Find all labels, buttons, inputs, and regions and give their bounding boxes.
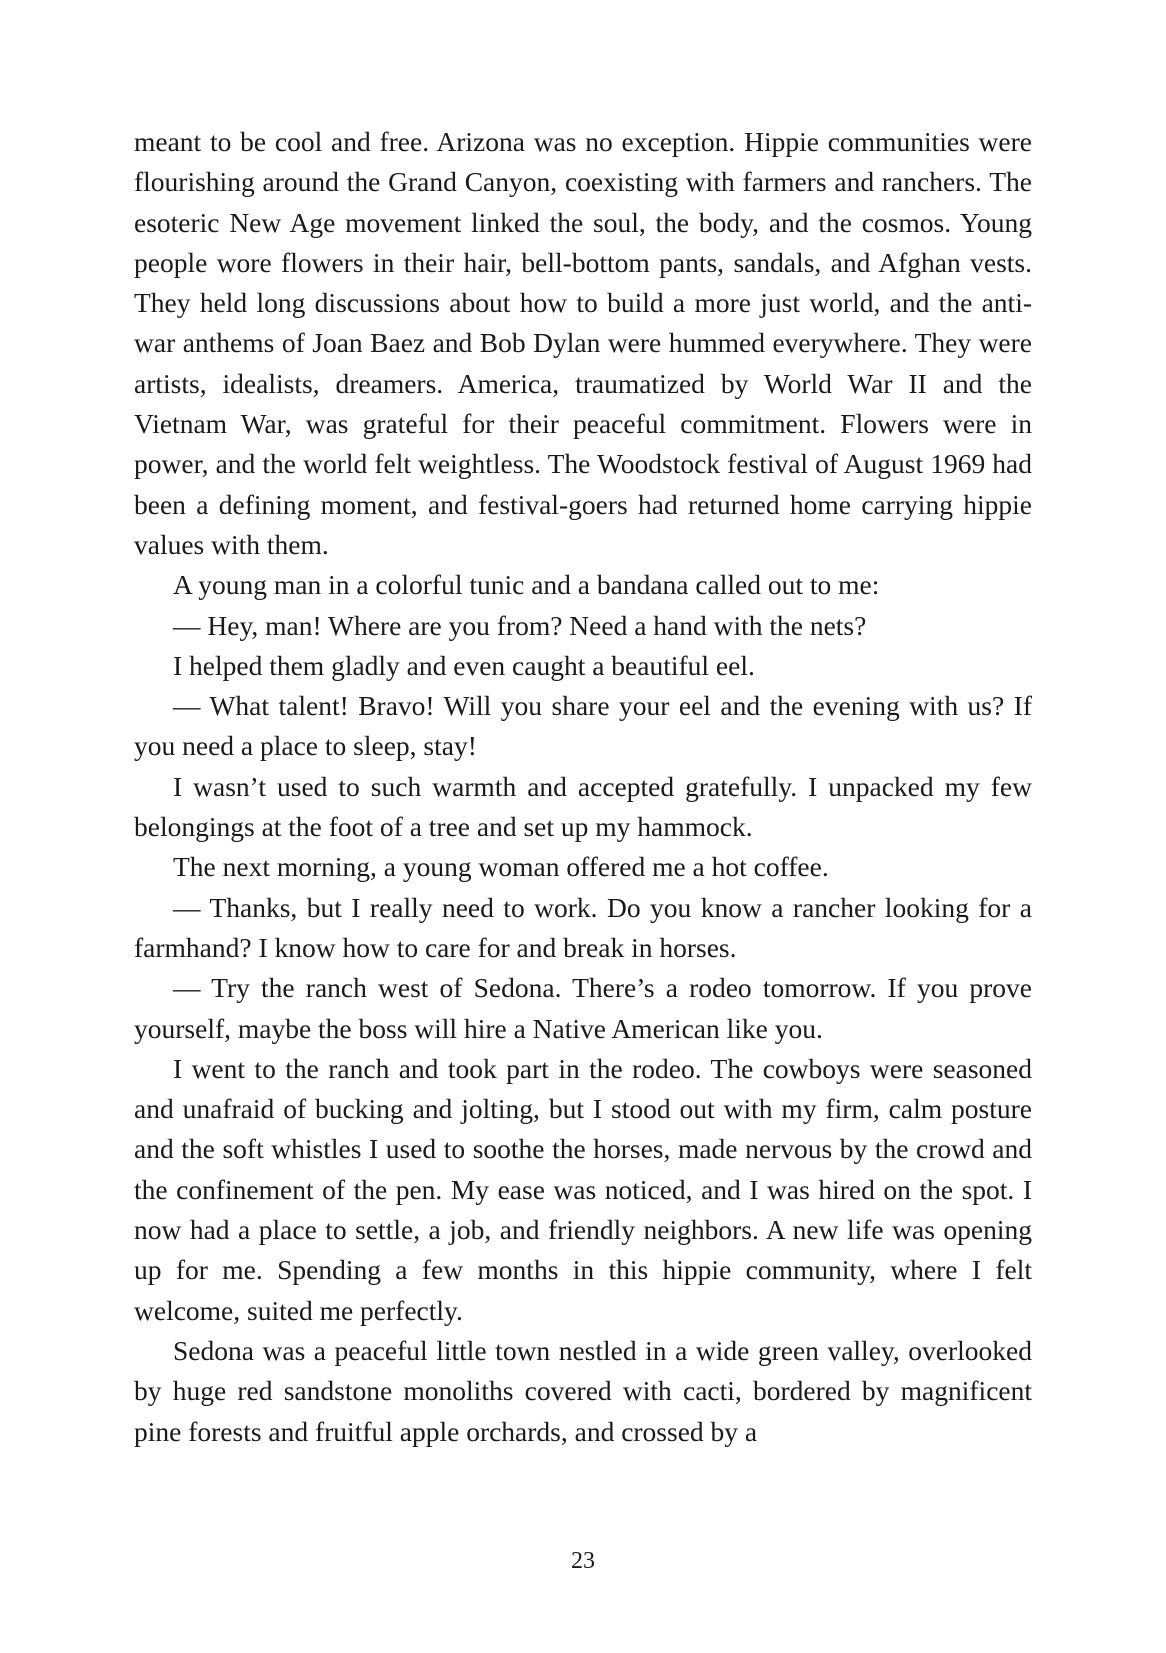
body-text bbox=[134, 122, 1032, 1452]
paragraph-9: — Try the ranch west of Sedona. There’s a rodeo tomorrow. If you prove yourself, maybe the boss will hire a Native American like you. bbox=[134, 972, 1032, 1044]
paragraph-2: A young man in a colorful tunic and a bandana called out to me: bbox=[173, 569, 880, 601]
paragraph-1: meant to be cool and free. Arizona was no exception. Hippie communities were flourishing around the Grand Canyon, coexisting with farmers and ranchers. The esoteric New Age movement linked the soul, the body, and the cosmos. Young people wore flowers in their hair, bell-bottom pants, sandals, and Afghan vests. They held long discussions about how to build a more just world, and the anti-war anthems of Joan Baez and Bob Dylan were hummed everywhere. They were artists, idealists, dreamers. America, traumatized by World War II and the Vietnam War, was grateful for their peaceful commitment. Flowers were in power, and the world felt weightless. The Woodstock festival of August 1969 had been a defining moment, and festival-goers had returned home carrying hippie values with them. bbox=[134, 126, 1032, 560]
paragraph-3: — Hey, man! Where are you from? Need a hand with the nets? bbox=[173, 609, 867, 641]
paragraph-5: — What talent! Bravo! Will you share your eel and the evening with us? If you need a place to sleep, stay! bbox=[134, 690, 1032, 762]
paragraph-10: I went to the ranch and took part in the rodeo. The cowboys were seasoned and unafraid of bucking and jolting, but I stood out with my firm, calm posture and the soft whistles I used to soothe the horses, made nervous by the crowd and the confinement of the pen. My ease was noticed, and I was hired on the spot. I now had a place to settle, a job, and friendly neighbors. A new life was opening up for me. Spending a few months in this hippie community, where I felt welcome, suited me perfectly. bbox=[134, 1052, 1032, 1326]
paragraph-6: I wasn’t used to such warmth and accepted gratefully. I unpacked my few belongings at the foot of a tree and set up my hammock. bbox=[134, 770, 1032, 843]
paragraph-8: — Thanks, but I really need to work. Do you know a rancher looking for a farmhand? I know how to care for and break in horses. bbox=[134, 891, 1032, 963]
paragraph-11: Sedona was a peaceful little town nestled in a wide green valley, overlooked by huge red sandstone monoliths covered with cacti, bordered by magnificent pine forests and fruitful apple orchards, and crossed by a bbox=[134, 1334, 1032, 1447]
paragraph-4: I helped them gladly and even caught a beautiful eel. bbox=[173, 649, 755, 681]
paragraph-7: The next morning, a young woman offered me a hot coffee. bbox=[173, 851, 829, 883]
page-number: 23 bbox=[571, 1548, 595, 1574]
